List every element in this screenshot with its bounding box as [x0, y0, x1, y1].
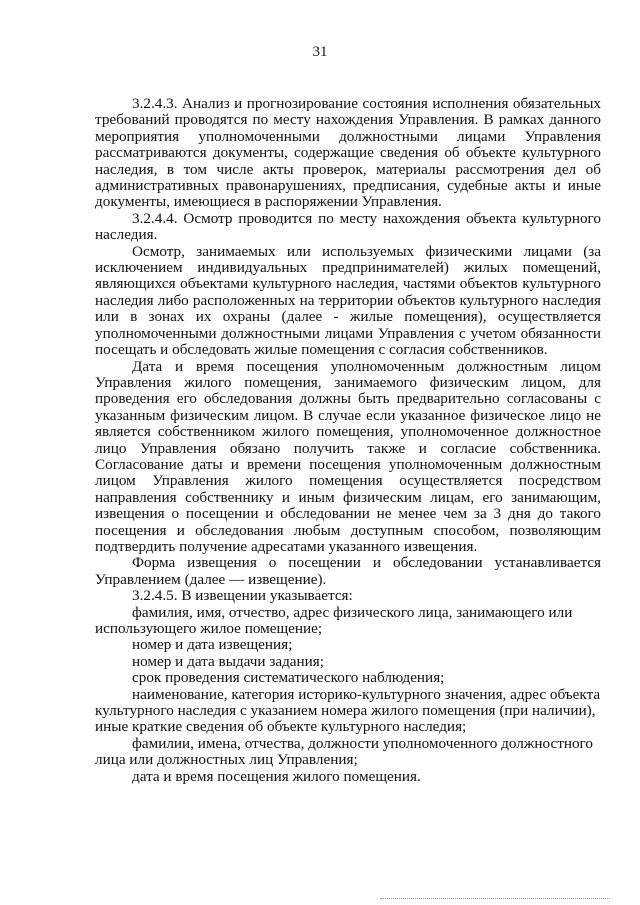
list-item: номер и дата выдачи задания;	[132, 652, 325, 670]
list-item: дата и время посещения жилого помещения.	[132, 767, 421, 785]
document-body	[95, 96, 601, 785]
list-item: фамилии, имена, отчества, должности уполномоченного должностного лица или должностных лиц Управления;	[95, 734, 594, 769]
paragraph-notice-form: Форма извещения о посещении и обследовании устанавливается Управлением (далее — извещение).	[95, 554, 601, 588]
list-item: наименование, категория историко-культурного значения, адрес объекта культурного наследия с указанием номера жилого помещения (при наличии), иные краткие сведения об объекте культурного наследия;	[95, 685, 601, 736]
paragraph-3-2-4-4: 3.2.4.4. Осмотр проводится по месту нахождения объекта культурного наследия.	[95, 209, 601, 244]
paragraph-3-2-4-5: 3.2.4.5. В извещении указывается:	[132, 587, 353, 605]
list-item: фамилия, имя, отчество, адрес физического лица, занимающего или использующего жилое помещение;	[95, 603, 573, 637]
list-item: номер и дата извещения;	[132, 636, 293, 654]
paragraph-date-time: Дата и время посещения уполномоченным должностным лицом Управления жилого помещения, занимаемого физическим лицом, для проведения его обследования должны быть предварительно согласованы с указанным физическим лицом. В случае если указанное физическое лицо не является собственником жилого помещения, уполномоченное должностное лицо Управления обязано получить также и согласие собственника. Согласование даты и времени посещения уполномоченным должностным лицом Управления жилого помещения осуществляется посредством направления собственнику и иным физическим лицам, его занимающим, извещения о посещении и обследовании не менее чем за 3 дня до такого посещения и обследования любым доступным способом, позволяющим подтвердить получение адресатами указанного извещения.	[95, 357, 601, 555]
list-item: срок проведения систематического наблюдения;	[132, 669, 445, 687]
page-number: 31	[312, 44, 328, 60]
paragraph-3-2-4-3: 3.2.4.3. Анализ и прогнозирование состояния исполнения обязательных требований проводятся по месту нахождения Управления. В рамках данного мероприятия уполномоченными должностными лицами Управления рассматриваются документы, содержащие сведения об объекте культурного наследия, в том числе акты проверок, материалы рассмотрения дел об административных правонарушениях, предписания, судебные акты и иные документы, имеющиеся в распоряжении Управления.	[95, 95, 601, 211]
paragraph-inspection: Осмотр, занимаемых или используемых физическими лицами (за исключением индивидуальных предпринимателей) жилых помещений, являющихся объектами культурного наследия, частями объектов культурного наследия либо расположенных на территории объектов культурного наследия или в зонах их охраны (далее - жилые помещения), осуществляется уполномоченными должностными лицами Управления с учетом обязанности посещать и обследовать жилые помещения с согласия собственников.	[95, 242, 601, 359]
scan-artifact-line	[380, 898, 610, 901]
